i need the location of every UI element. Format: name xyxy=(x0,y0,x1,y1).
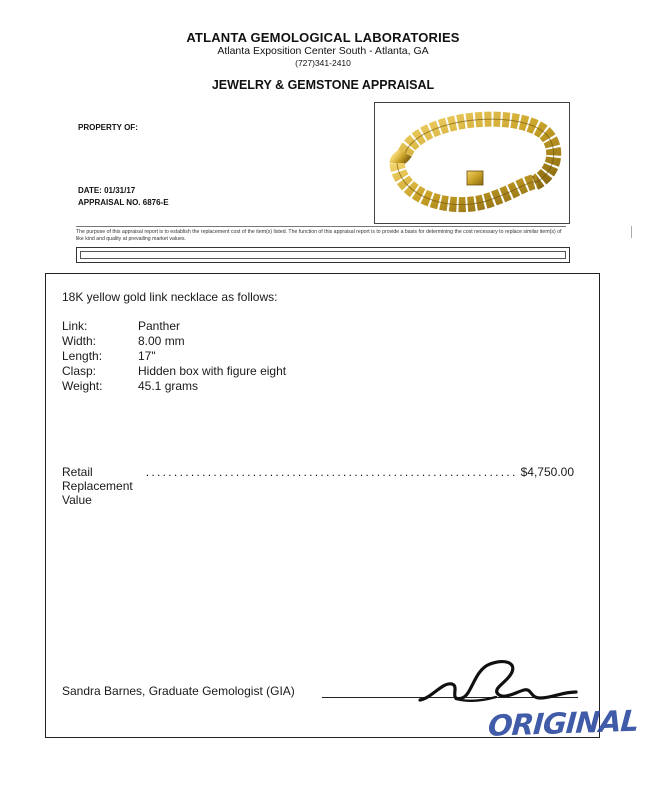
retail-value-amount: $4,750.00 xyxy=(520,465,574,479)
retail-value-row xyxy=(62,465,574,507)
gold-necklace-photo xyxy=(375,103,569,223)
lab-phone: (727)341-2410 xyxy=(295,58,351,68)
lab-name: ATLANTA GEMOLOGICAL LABORATORIES xyxy=(186,30,460,45)
spec-label-weight: Weight: xyxy=(62,379,103,393)
spec-label-length: Length: xyxy=(62,349,103,363)
spec-value-weight: 45.1 grams xyxy=(138,379,199,393)
spec-label-link: Link: xyxy=(62,319,88,333)
spec-value-length: 17" xyxy=(138,349,156,363)
spec-value-width: 8.00 mm xyxy=(138,334,185,348)
appraisal-number: APPRAISAL NO. 6876-E xyxy=(78,198,169,207)
gemologist-name: Sandra Barnes, Graduate Gemologist (GIA) xyxy=(62,684,295,698)
disclaimer-divider xyxy=(76,226,566,227)
necklace-photo-frame xyxy=(374,102,570,224)
retail-value-label: Retail Replacement Value xyxy=(62,465,133,507)
document-title: JEWELRY & GEMSTONE APPRAISAL xyxy=(211,78,435,92)
lab-address: Atlanta Exposition Center South - Atlanta, GA xyxy=(217,45,429,57)
purpose-statement: The purpose of this appraisal report is to establish the replacement cost of the item(s) listed. The function of this appraisal report is to provide a basis for determining the cost necessary to replace similar item(s) of like kind and quality at prevailing market values. xyxy=(76,229,562,242)
retail-value-leader: .................................................................. xyxy=(145,465,518,479)
spec-label-clasp: Clasp: xyxy=(62,364,97,378)
spec-value-clasp: Hidden box with figure eight xyxy=(138,364,287,378)
spec-value-link: Panther xyxy=(138,319,181,333)
appraisal-date: DATE: 01/31/17 xyxy=(78,186,136,195)
item-description: 18K yellow gold link necklace as follows: xyxy=(62,290,278,304)
spec-label-width: Width: xyxy=(62,334,97,348)
page-edge-mark xyxy=(631,226,642,238)
handwritten-signature xyxy=(412,652,582,707)
property-of-label: PROPERTY OF: xyxy=(78,123,138,132)
original-stamp: ORIGINAL xyxy=(486,703,640,743)
blank-field-inner xyxy=(80,251,566,259)
